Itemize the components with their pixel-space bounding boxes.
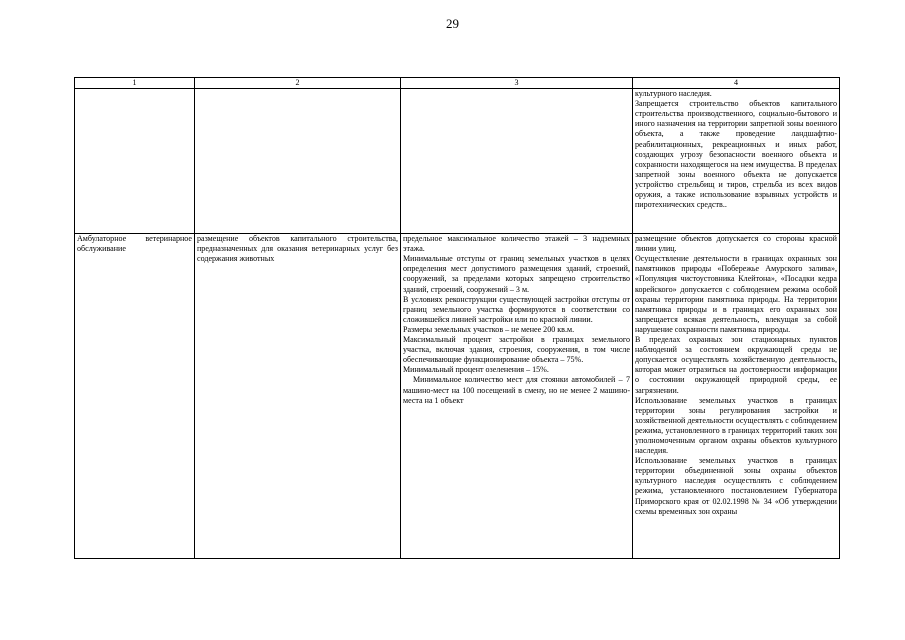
paragraph: размещение объектов допускается со стороны красной линии улиц. — [635, 234, 837, 254]
cell-r1-c4 — [633, 89, 840, 234]
cell-r2-c2 — [195, 234, 401, 559]
cell-r2-c1 — [75, 234, 195, 559]
paragraph: В пределах охранных зон стационарных пунктов наблюдений за состоянием окружающей среды не допускается осуществлять хозяйственную деятельность, которая может отразиться на достоверности информации о состоянии окружающей природной среды, ее загрязнении. — [635, 335, 837, 395]
column-header-2: 2 — [195, 78, 401, 89]
paragraph: В условиях реконструкции существующей застройки отступы от границ земельного участка формируются в соответствии со сложившейся линией застройки или по красной линии. — [403, 294, 630, 324]
cell-r1-c3 — [401, 89, 633, 234]
cell-r2-c3 — [401, 234, 633, 559]
paragraph: Минимальные отступы от границ земельных участков в целях определения мест допустимого размещения зданий, строений, сооружений, за пределами которых запрещено строительство зданий, строений, сооружений – 3 м. — [403, 254, 630, 294]
paragraph: Запрещается строительство объектов капитального строительства производственного, социально-бытового и иного назначения на территории запретной зоны военного объекта, а также проведение ландшафтно-реабилитационных, рекреационных и иных работ, создающих угрозу безопасности военного объекта и сохранности находящегося на нем имущества. В пределах запретной зоны военного объекта не допускается устройство стрельбищ и тиров, стрельба из всех видов оружия, а также использование взрывных устройств и пиротехнических средств.. — [635, 99, 837, 210]
paragraph: Осуществление деятельности в границах охранных зон памятников природы «Побережье Амурского залива», «Популяция чистоустовника Клейтона», «Посадки кедра корейского» допускается с соблюдением режима особой охраны территории памятника природы. На территории памятника природы и в границах его охранных зон запрещается всякая деятельность, влекущая за собой нарушение сохранности памятника природы. — [635, 254, 837, 334]
paragraph: Размеры земельных участков – не менее 200 кв.м. — [403, 324, 575, 334]
paragraph: Максимальный процент застройки в границах земельного участка, включая здания, строения, сооружения, в том числе обеспечивающие функционирование объекта – 75%. — [403, 335, 630, 365]
paragraph: предельное максимальное количество этажей – 3 надземных этажа. — [403, 234, 630, 254]
cell-r2-c4 — [633, 234, 840, 559]
document-table — [74, 77, 840, 559]
table-row — [75, 89, 840, 234]
column-header-1: 1 — [75, 78, 195, 89]
column-header-4: 4 — [633, 78, 840, 89]
cell-r1-c1 — [75, 89, 195, 234]
paragraph: Использование земельных участков в границах территории зоны регулирования застройки и хозяйственной деятельности осуществлять с соблюдением режима, установленного в границах территорий таких зон уполномоченным органом охраны объектов культурного наследия. — [635, 395, 837, 456]
paragraph: Использование земельных участков в границах территории объединенной зоны охраны объектов культурного наследия осуществлять с соблюдением режима, установленного постановлением Губернатора Приморского края от 02.02.1998 № 34 «Об утверждении схемы временных зон охраны — [635, 456, 837, 516]
paragraph: Минимальный процент озеленения – 15%. — [403, 365, 549, 375]
use-type-name: Амбулаторное ветеринарное обслуживание — [77, 234, 192, 254]
use-description: размещение объектов капитального строительства, предназначенных для оказания ветеринарных услуг без содержания животных — [197, 234, 398, 264]
table-header-row — [75, 78, 840, 89]
page-number: 29 — [446, 16, 459, 31]
column-header-3: 3 — [401, 78, 633, 89]
paragraph: Минимальное количество мест для стоянки автомобилей – 7 машино-мест на 100 посещений в смену, но не менее 2 машино-места на 1 объект — [403, 375, 630, 405]
table-row — [75, 234, 840, 559]
paragraph: культурного наследия. — [635, 89, 712, 99]
cell-r1-c2 — [195, 89, 401, 234]
